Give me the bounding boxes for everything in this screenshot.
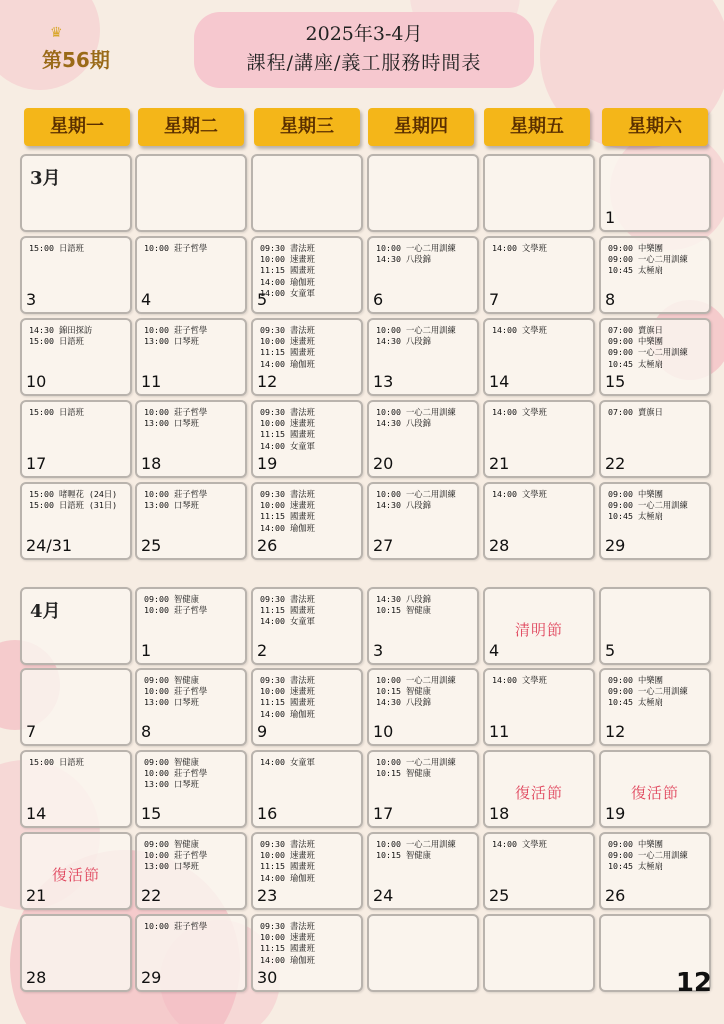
day-number: 6 (373, 290, 384, 309)
event-item: 09:30 書法班 (260, 675, 315, 685)
event-item: 15:00 日語班 (29, 407, 84, 417)
event-item: 10:00 莊子哲學 (144, 768, 208, 779)
day-number: 12 (257, 372, 278, 391)
event-item: 09:30 書法班 (260, 594, 315, 604)
calendar-day-cell (251, 482, 363, 560)
event-list (369, 407, 477, 429)
event-item: 14:00 瑜伽班 (260, 708, 315, 719)
day-number: 24/31 (26, 536, 73, 555)
event-item: 14:30 八段錦 (376, 418, 431, 429)
calendar-day-cell (20, 750, 132, 828)
event-item: 14:00 文學班 (492, 243, 547, 253)
event-item: 09:30 書法班 (260, 489, 315, 499)
event-item: 10:00 速畫班 (260, 418, 315, 429)
day-number: 3 (26, 290, 37, 309)
event-item: 09:00 一心二用訓練 (608, 686, 688, 697)
calendar-day-cell (483, 832, 595, 910)
calendar-day-cell (483, 236, 595, 314)
event-item: 10:45 太極扇 (608, 265, 663, 276)
event-list (253, 675, 361, 720)
event-item: 14:00 瑜伽班 (260, 522, 315, 533)
event-item: 09:00 一心二用訓練 (608, 254, 688, 265)
calendar-day-cell (599, 482, 711, 560)
calendar-day-cell (599, 587, 711, 665)
calendar-day-cell (251, 914, 363, 992)
day-number: 15 (141, 804, 162, 823)
event-item: 14:30 錦田探訪 (29, 325, 93, 335)
day-number: 12 (605, 722, 626, 741)
event-item: 14:30 八段錦 (376, 336, 431, 347)
event-item: 11:15 國畫班 (260, 861, 315, 872)
event-item: 10:00 速畫班 (260, 932, 315, 943)
event-list (137, 407, 245, 429)
day-number: 23 (257, 886, 278, 905)
event-list (137, 325, 245, 347)
calendar-day-cell (483, 587, 595, 665)
event-item: 14:00 文學班 (492, 839, 547, 849)
event-item: 13:00 口琴班 (144, 779, 199, 790)
day-number: 14 (489, 372, 510, 391)
issue-number: 第56期 (42, 48, 110, 72)
event-list (369, 489, 477, 511)
holiday-label: 復活節 (630, 784, 679, 802)
day-number: 29 (605, 536, 626, 555)
event-item: 10:15 智健康 (376, 850, 431, 861)
event-item: 11:15 國畫班 (260, 429, 315, 440)
weekday-label: 星期二 (138, 108, 244, 146)
day-number: 30 (257, 968, 278, 987)
day-number: 22 (605, 454, 626, 473)
event-item: 10:00 一心二用訓練 (376, 407, 456, 417)
day-number: 28 (26, 968, 47, 987)
event-list (485, 839, 593, 850)
weekday-label: 星期一 (24, 108, 130, 146)
day-number: 1 (141, 641, 152, 660)
calendar-day-cell (367, 832, 479, 910)
event-item: 11:15 國畫班 (260, 347, 315, 358)
day-number: 17 (26, 454, 47, 473)
event-item: 10:00 莊子哲學 (144, 686, 208, 697)
event-item: 10:45 太極扇 (608, 697, 663, 708)
calendar-day-cell (599, 236, 711, 314)
calendar-day-cell (367, 400, 479, 478)
day-number: 10 (26, 372, 47, 391)
event-item: 14:00 瑜伽班 (260, 872, 315, 883)
day-number: 2 (257, 641, 268, 660)
day-number: 25 (489, 886, 510, 905)
event-item: 10:00 速畫班 (260, 254, 315, 265)
day-number: 17 (373, 804, 394, 823)
event-item: 10:00 一心二用訓練 (376, 675, 456, 685)
day-number: 20 (373, 454, 394, 473)
crown-icon: ♛ (50, 25, 63, 41)
day-number: 13 (373, 372, 394, 391)
day-number: 25 (141, 536, 162, 555)
title-date-range: 2025年3-4月 (305, 23, 423, 45)
event-item: 10:15 智健康 (376, 686, 431, 697)
event-item: 09:00 智健康 (144, 594, 199, 604)
event-list (601, 839, 709, 873)
event-item: 09:00 一心二用訓練 (608, 347, 688, 358)
calendar-day-cell (599, 154, 711, 232)
event-list (137, 594, 245, 616)
month-label: 3月 (30, 168, 61, 189)
calendar-day-cell (251, 318, 363, 396)
event-item: 14:30 八段錦 (376, 594, 431, 604)
event-list (485, 243, 593, 254)
calendar-day-cell (483, 668, 595, 746)
day-number: 5 (257, 290, 268, 309)
event-item: 13:00 口琴班 (144, 336, 199, 347)
calendar-day-cell (367, 668, 479, 746)
event-list (137, 839, 245, 873)
holiday-label: 復活節 (514, 784, 563, 802)
calendar-day-cell (135, 750, 247, 828)
event-list (253, 757, 361, 768)
event-item: 09:30 書法班 (260, 921, 315, 931)
event-item: 10:00 速畫班 (260, 850, 315, 861)
title-banner (194, 12, 534, 88)
calendar-day-cell (20, 318, 132, 396)
day-number: 15 (605, 372, 626, 391)
event-item: 13:00 口琴班 (144, 861, 199, 872)
event-list (22, 407, 130, 418)
event-item: 13:00 口琴班 (144, 697, 199, 708)
event-item: 15:00 日語班 (31日) (29, 500, 118, 511)
event-list (369, 594, 477, 616)
day-number: 14 (26, 804, 47, 823)
event-item: 14:00 文學班 (492, 325, 547, 335)
event-item: 10:00 速畫班 (260, 500, 315, 511)
holiday-label: 復活節 (51, 866, 100, 884)
event-item: 14:00 文學班 (492, 407, 547, 417)
event-item: 10:45 太極扇 (608, 511, 663, 522)
calendar-day-cell (367, 587, 479, 665)
calendar-day-cell (367, 236, 479, 314)
weekday-label: 星期五 (484, 108, 590, 146)
day-number: 29 (141, 968, 162, 987)
event-list (22, 243, 130, 254)
calendar-day-cell (483, 482, 595, 560)
event-list (369, 675, 477, 709)
event-item: 10:00 一心二用訓練 (376, 243, 456, 253)
calendar-day-cell (367, 482, 479, 560)
calendar-day-cell (20, 482, 132, 560)
calendar-day-cell (135, 914, 247, 992)
day-number: 26 (257, 536, 278, 555)
event-item: 10:00 速畫班 (260, 336, 315, 347)
event-item: 14:00 女童軍 (260, 440, 315, 451)
calendar-day-cell (367, 914, 479, 992)
weekday-label: 星期三 (254, 108, 360, 146)
event-item: 10:00 莊子哲學 (144, 325, 208, 335)
event-item: 15:00 日語班 (29, 336, 84, 347)
event-item: 14:30 八段錦 (376, 500, 431, 511)
month-label: 4月 (30, 601, 61, 622)
day-number: 4 (141, 290, 152, 309)
calendar-day-cell (483, 750, 595, 828)
calendar-day-cell (251, 400, 363, 478)
event-item: 10:00 莊子哲學 (144, 921, 208, 931)
event-item: 13:00 口琴班 (144, 418, 199, 429)
day-number: 27 (373, 536, 394, 555)
event-list (253, 243, 361, 299)
calendar-day-cell (367, 154, 479, 232)
calendar-day-cell (251, 236, 363, 314)
event-item: 10:00 莊子哲學 (144, 850, 208, 861)
event-list (485, 407, 593, 418)
calendar-day-cell (251, 154, 363, 232)
event-item: 14:30 八段錦 (376, 254, 431, 265)
event-list (253, 489, 361, 534)
event-item: 09:00 智健康 (144, 675, 199, 685)
calendar-day-cell (251, 832, 363, 910)
day-number: 28 (489, 536, 510, 555)
event-list (22, 489, 130, 511)
event-item: 09:00 中樂團 (608, 243, 663, 253)
calendar-day-cell (483, 400, 595, 478)
event-item: 09:00 中樂團 (608, 839, 663, 849)
calendar-day-cell (20, 587, 132, 665)
event-item: 14:00 文學班 (492, 489, 547, 499)
event-item: 14:00 文學班 (492, 675, 547, 685)
day-number: 3 (373, 641, 384, 660)
day-number: 19 (605, 804, 626, 823)
event-item: 09:30 書法班 (260, 243, 315, 253)
event-item: 10:00 一心二用訓練 (376, 325, 456, 335)
day-number: 16 (257, 804, 278, 823)
event-list (369, 839, 477, 861)
event-list (485, 489, 593, 500)
title-text: 課程/講座/義工服務時間表 (246, 52, 482, 74)
calendar-day-cell (135, 832, 247, 910)
calendar-day-cell (20, 914, 132, 992)
calendar-day-cell (599, 750, 711, 828)
event-item: 14:00 瑜伽班 (260, 358, 315, 369)
day-number: 19 (257, 454, 278, 473)
event-list (137, 489, 245, 511)
event-item: 11:15 國畫班 (260, 511, 315, 522)
event-item: 10:15 智健康 (376, 605, 431, 616)
event-item: 09:30 書法班 (260, 325, 315, 335)
calendar-day-cell (135, 236, 247, 314)
calendar-day-cell (599, 400, 711, 478)
event-item: 09:30 書法班 (260, 407, 315, 417)
page-number: 12 (675, 968, 712, 998)
calendar-day-cell (20, 154, 132, 232)
event-list (253, 921, 361, 966)
event-item: 09:00 中樂團 (608, 489, 663, 499)
day-number: 1 (605, 208, 616, 227)
event-item: 11:15 國畫班 (260, 605, 315, 616)
calendar-day-cell (135, 482, 247, 560)
day-number: 9 (257, 722, 268, 741)
event-item: 14:00 瑜伽班 (260, 276, 315, 287)
day-number: 8 (141, 722, 152, 741)
calendar-day-cell (367, 750, 479, 828)
event-item: 10:00 一心二用訓練 (376, 489, 456, 499)
calendar-day-cell (135, 154, 247, 232)
event-list (137, 243, 245, 254)
event-item: 10:45 太極扇 (608, 861, 663, 872)
event-item: 09:30 書法班 (260, 839, 315, 849)
weekday-label: 星期六 (602, 108, 708, 146)
calendar-day-cell (251, 668, 363, 746)
event-item: 11:15 國畫班 (260, 943, 315, 954)
day-number: 26 (605, 886, 626, 905)
calendar-day-cell (135, 400, 247, 478)
event-list (601, 675, 709, 709)
event-item: 10:00 速畫班 (260, 686, 315, 697)
event-item: 10:00 莊子哲學 (144, 407, 208, 417)
event-item: 10:00 一心二用訓練 (376, 839, 456, 849)
event-list (369, 325, 477, 347)
holiday-label: 清明節 (514, 621, 563, 639)
calendar-day-cell (483, 154, 595, 232)
event-list (22, 325, 130, 347)
weekday-label: 星期四 (368, 108, 474, 146)
event-item: 09:00 智健康 (144, 757, 199, 767)
calendar-day-cell (135, 668, 247, 746)
event-item: 11:15 國畫班 (260, 697, 315, 708)
event-item: 15:00 日語班 (29, 243, 84, 253)
event-item: 10:00 一心二用訓練 (376, 757, 456, 767)
day-number: 24 (373, 886, 394, 905)
event-list (601, 489, 709, 523)
event-item: 09:00 一心二用訓練 (608, 850, 688, 861)
day-number: 10 (373, 722, 394, 741)
event-list (601, 325, 709, 370)
event-item: 10:45 太極扇 (608, 358, 663, 369)
calendar-day-cell (135, 318, 247, 396)
calendar-day-cell (599, 318, 711, 396)
event-item: 09:00 中樂團 (608, 336, 663, 347)
event-item: 14:00 女童軍 (260, 616, 315, 627)
day-number: 5 (605, 641, 616, 660)
event-item: 07:00 賣旗日 (608, 325, 663, 335)
event-item: 07:00 賣旗日 (608, 407, 663, 417)
event-item: 10:00 莊子哲學 (144, 489, 208, 499)
calendar-day-cell (599, 832, 711, 910)
event-item: 09:00 一心二用訓練 (608, 500, 688, 511)
event-list (137, 921, 245, 932)
event-item: 13:00 口琴班 (144, 500, 199, 511)
event-item: 14:00 女童軍 (260, 287, 315, 298)
day-number: 21 (489, 454, 510, 473)
event-item: 15:00 日語班 (29, 757, 84, 767)
calendar-day-cell (20, 832, 132, 910)
event-list (137, 757, 245, 791)
event-item: 11:15 國畫班 (260, 265, 315, 276)
event-list (253, 839, 361, 884)
event-list (485, 325, 593, 336)
event-item: 10:15 智健康 (376, 768, 431, 779)
calendar-day-cell (135, 587, 247, 665)
event-list (253, 594, 361, 628)
event-list (253, 407, 361, 452)
calendar-day-cell (20, 668, 132, 746)
event-item: 15:00 啫喱花 (24日) (29, 489, 118, 499)
event-item: 09:00 智健康 (144, 839, 199, 849)
event-list (253, 325, 361, 370)
calendar-day-cell (599, 668, 711, 746)
calendar-day-cell (483, 914, 595, 992)
calendar-day-cell (20, 236, 132, 314)
day-number: 18 (489, 804, 510, 823)
event-list (601, 407, 709, 418)
calendar-day-cell (20, 400, 132, 478)
day-number: 7 (26, 722, 37, 741)
event-list (137, 675, 245, 709)
day-number: 22 (141, 886, 162, 905)
calendar-day-cell (367, 318, 479, 396)
day-number: 7 (489, 290, 500, 309)
event-item: 09:00 中樂團 (608, 675, 663, 685)
day-number: 18 (141, 454, 162, 473)
calendar-day-cell (483, 318, 595, 396)
calendar-day-cell (251, 587, 363, 665)
day-number: 21 (26, 886, 47, 905)
event-list (22, 757, 130, 768)
event-item: 14:30 八段錦 (376, 697, 431, 708)
day-number: 8 (605, 290, 616, 309)
event-item: 14:00 女童軍 (260, 757, 315, 767)
event-list (369, 243, 477, 265)
event-list (369, 757, 477, 779)
calendar-day-cell (251, 750, 363, 828)
day-number: 11 (141, 372, 162, 391)
event-item: 10:00 莊子哲學 (144, 243, 208, 253)
day-number: 11 (489, 722, 510, 741)
event-item: 14:00 瑜伽班 (260, 954, 315, 965)
event-item: 10:00 莊子哲學 (144, 605, 208, 616)
event-list (485, 675, 593, 686)
day-number: 4 (489, 641, 500, 660)
event-list (601, 243, 709, 277)
